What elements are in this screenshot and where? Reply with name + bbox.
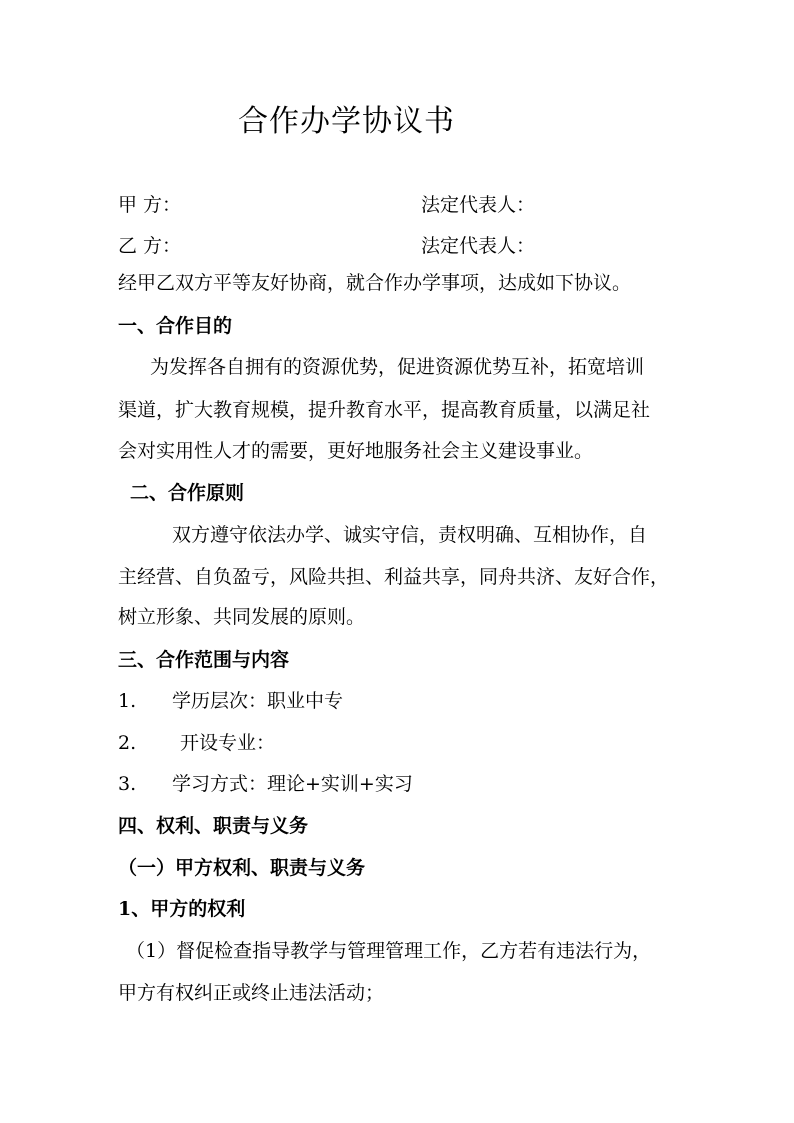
party-b-representative-label: 法定代表人： [421,235,536,257]
party-a-representative-label: 法定代表人： [421,194,536,216]
party-b-label: 乙 方： [118,235,182,257]
section-1-heading: 一、合作目的 [118,315,233,337]
section-2-heading: 二、合作原则 [130,482,245,504]
section-4-heading: 四、权利、职责与义务 [118,815,309,837]
list-number: 1. [118,690,137,712]
document-title: 合作办学协议书 [238,104,455,139]
section-3-item-2 [118,730,275,756]
section-3-item-1 [118,688,343,714]
section-4-line-1: （1）督促检查指导教学与管理管理工作，乙方若有违法行为， [126,940,652,962]
section-4-line-2: 甲方有权纠正或终止违法活动； [118,982,385,1004]
section-2-line-3: 树立形象、共同发展的原则。 [118,606,366,628]
section-3-heading: 三、合作范围与内容 [118,649,290,671]
section-1-line-2: 渠道，扩大教育规模，提升教育水平，提高教育质量，以满足社 [118,399,651,421]
section-1-line-3: 会对实用性人才的需要，更好地服务社会主义建设事业。 [118,440,594,462]
section-1-line-1: 为发挥各自拥有的资源优势，促进资源优势互补，拓宽培训 [150,356,645,378]
list-number: 2. [118,732,137,754]
section-4-subheading-1: （一）甲方权利、职责与义务 [118,857,366,879]
party-a-label: 甲 方： [118,194,182,216]
intro-paragraph: 经甲乙双方平等友好协商，就合作办学事项，达成如下协议。 [118,272,632,294]
list-item-text: 学习方式：理论+实训+实习 [172,773,413,795]
section-2-line-1: 双方遵守依法办学、诚实守信，责权明确、互相协作，自 [172,524,648,546]
list-item-text: 开设专业： [180,732,276,754]
list-number: 3. [118,773,137,795]
section-3-item-3 [118,771,413,797]
section-2-line-2: 主经营、自负盈亏，风险共担、利益共享，同舟共济、友好合作， [118,566,670,588]
list-item-text: 学历层次：职业中专 [172,690,344,712]
section-4-subheading-1-1: 1、甲方的权利 [118,898,246,920]
